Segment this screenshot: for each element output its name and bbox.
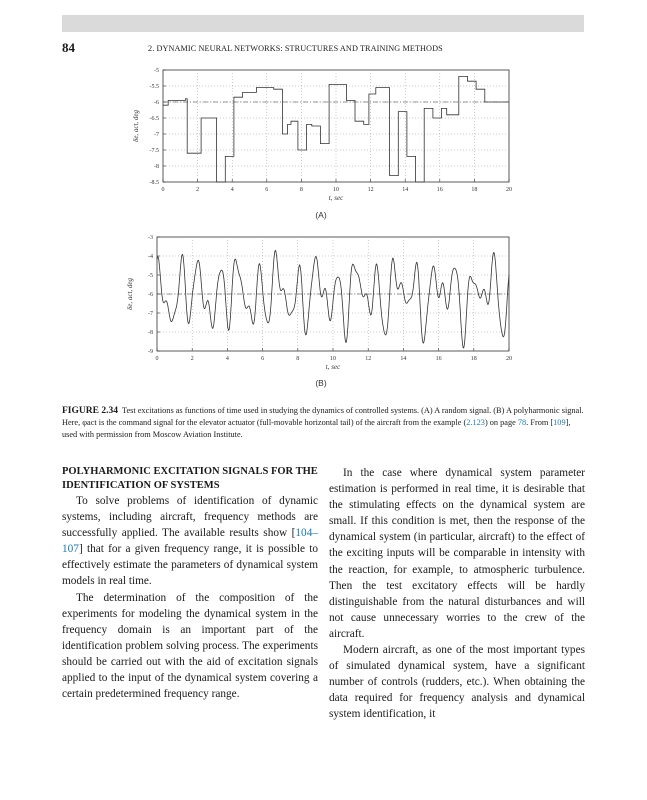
page-number: 84	[62, 40, 75, 55]
figure-label: FIGURE 2.34	[62, 406, 118, 416]
x-tick-label: 20	[506, 187, 512, 193]
y-tick-label: -7	[154, 132, 159, 138]
y-tick-label: -8	[154, 164, 159, 170]
x-tick-label: 10	[330, 356, 336, 362]
x-tick-label: 16	[435, 356, 442, 362]
running-title: 2. DYNAMIC NEURAL NETWORKS: STRUCTURES AND TRAINING METHODS	[148, 44, 443, 53]
left-paragraph-1	[62, 493, 318, 590]
y-tick-label: -6.5	[149, 116, 159, 122]
caption-link-equation[interactable]: 2.123	[466, 418, 485, 428]
caption-link-page[interactable]: 78	[517, 418, 527, 428]
y-axis-label: δe, act, deg	[132, 109, 140, 143]
x-tick-label: 2	[190, 356, 194, 362]
x-tick-label: 2	[196, 187, 200, 193]
section-heading: POLYHARMONIC EXCITATION SIGNALS FOR THE IDENTIFICATION OF SYSTEMS	[62, 466, 318, 491]
x-tick-label: 6	[261, 356, 265, 362]
caption-text-3: . From [	[526, 418, 554, 428]
y-tick-label: -7.5	[149, 148, 159, 154]
x-tick-label: 8	[296, 356, 300, 362]
x-tick-label: 6	[265, 187, 269, 193]
y-tick-label: -5	[154, 68, 159, 74]
y-axis-label: δe, act, deg	[126, 277, 134, 311]
y-tick-label: -8.5	[149, 180, 159, 186]
x-tick-label: 0	[161, 187, 165, 193]
panel-label: (B)	[315, 378, 327, 388]
x-tick-label: 18	[471, 187, 478, 193]
y-tick-label: -3	[148, 235, 153, 241]
plot-frame	[163, 70, 509, 182]
right-paragraph-1: In the case where dynamical system parameter estimation is performed in real time, it is desirable that the stimulating effects on the dynamical system are small. If this condition is met, then the response of the dynamical system (in particular, aircraft) to the effect of the exciting inputs will be comparable in intensity with the reaction, for example, to atmospheric turbulence. Then the test excitatory effects will be hardly distinguishable from the natural disturbances and will not cause unnecessary worries to the crew of the aircraft.	[329, 467, 585, 640]
x-tick-label: 18	[470, 356, 477, 362]
x-axis-label: t, sec	[328, 194, 344, 202]
left-paragraph-2: The determination of the composition of the experiments for modeling the dynamical system in the frequency domain is an important part of the identification problem solving process. The experiments should be carried out with the aid of excitation signals applied to the input of the dynamical system covering a certain predetermined frequency range.	[62, 591, 318, 701]
y-tick-label: -7	[148, 311, 153, 317]
x-tick-label: 12	[365, 356, 372, 362]
y-tick-label: -6	[154, 100, 159, 106]
right-column	[329, 465, 585, 723]
x-tick-label: 4	[225, 356, 229, 362]
left-column	[62, 465, 318, 702]
x-tick-label: 8	[299, 187, 303, 193]
left-p1-text-b: ] that for a given frequency range, it is possible to effectively estimate the parameters of dynamical system models in real time.	[62, 543, 318, 588]
figure-caption	[62, 405, 584, 440]
x-tick-label: 20	[506, 356, 512, 362]
right-paragraph-2: Modern aircraft, as one of the most important types of simulated dynamical system, have a significant number of controls (rudders, etc.). When obtaining the data required for frequency analysis and dynamical system identification, it	[329, 644, 585, 721]
x-tick-label: 14	[402, 187, 409, 193]
y-tick-label: -6	[148, 292, 153, 298]
left-p1-text-a: To solve problems of identification of dynamic systems, including aircraft, frequency methods are successfully applied. The available results show [	[62, 495, 318, 540]
y-tick-label: -5.5	[149, 84, 159, 90]
caption-text-2: ) on page	[484, 418, 518, 428]
y-tick-label: -4	[148, 254, 153, 260]
x-tick-label: 14	[400, 356, 407, 362]
x-tick-label: 0	[155, 356, 159, 362]
y-tick-label: -9	[148, 349, 153, 355]
chart-b	[0, 225, 647, 400]
x-tick-label: 4	[230, 187, 234, 193]
caption-link-reference[interactable]: 109	[553, 418, 566, 428]
x-tick-label: 10	[333, 187, 339, 193]
caption-text-4: ], used with permission from Moscow Aviation Institute.	[62, 418, 571, 439]
page-header-bar	[62, 15, 584, 32]
y-tick-label: -5	[148, 273, 153, 279]
panel-label: (A)	[315, 210, 327, 220]
x-tick-label: 12	[367, 187, 374, 193]
y-tick-label: -8	[148, 330, 153, 336]
x-tick-label: 16	[436, 187, 443, 193]
x-axis-label: t, sec	[325, 363, 341, 371]
reference-link-104-107[interactable]: 104–107	[62, 527, 318, 556]
caption-text-1: Test excitations as functions of time used in studying the dynamics of controlled systems. (A) A random signal. (B) A polyharmonic signal. Here, φact is the command signal for the elevator actuator (full-movable horizontal tail) of the aircraft from the example (	[62, 406, 584, 428]
